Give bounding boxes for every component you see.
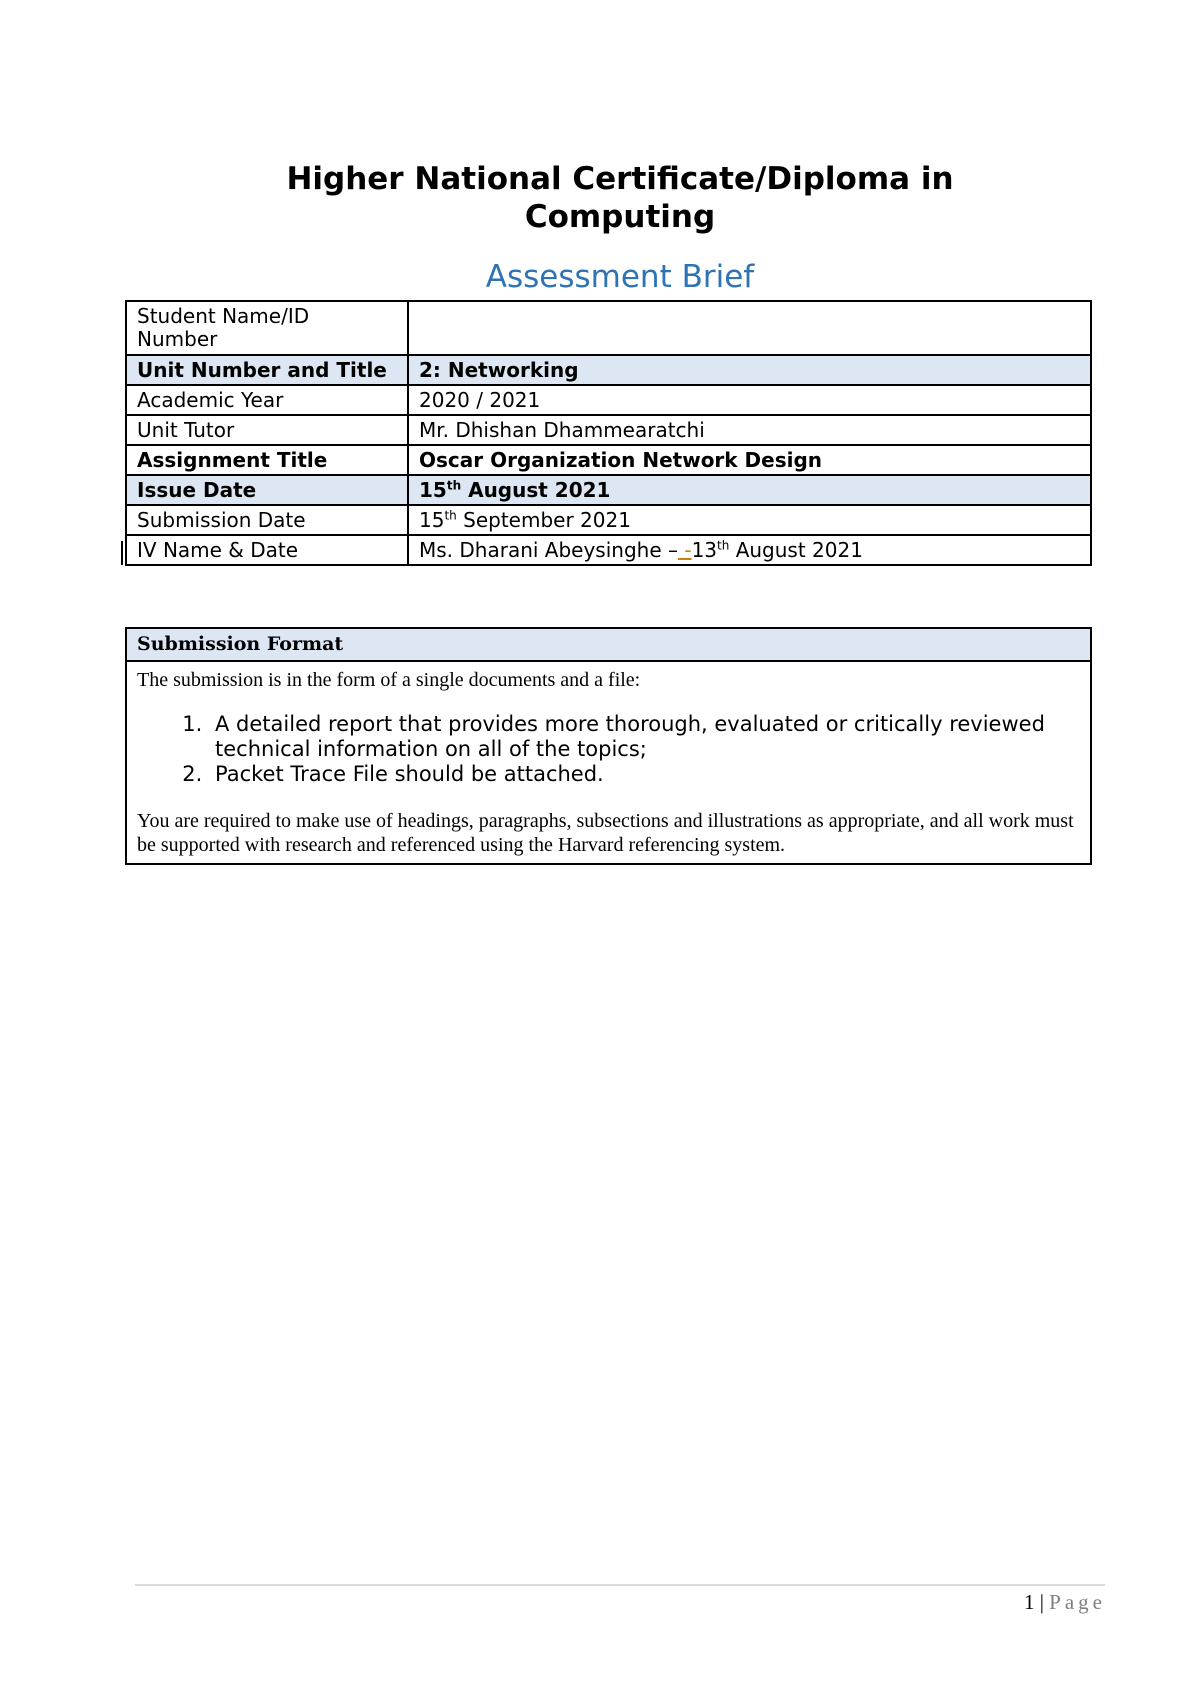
- submission-items-list: [137, 712, 1080, 787]
- submission-format-heading: Submission Format: [127, 629, 1090, 662]
- iv-value: Ms. Dharani Abeysinghe – -13th August 2021: [408, 535, 1091, 565]
- submission-format-body: [127, 662, 1090, 863]
- student-value[interactable]: [408, 301, 1091, 355]
- assessment-info-table: [125, 300, 1092, 566]
- footer-divider: [135, 1584, 1105, 1586]
- issue-date-value: 15th August 2021: [408, 475, 1091, 505]
- iv-label: IV Name & Date: [126, 535, 408, 565]
- page-label: Page: [1049, 1590, 1106, 1614]
- tutor-value: Mr. Dhishan Dhammearatchi: [408, 415, 1091, 445]
- table-row-assignment: [126, 445, 1091, 475]
- submission-format-box: [125, 627, 1092, 865]
- text-cursor: [121, 541, 123, 565]
- title-line-1: Higher National Certificate/Diploma in: [286, 161, 954, 197]
- student-label: Student Name/ID Number: [126, 301, 408, 355]
- academic-year-label: Academic Year: [126, 385, 408, 415]
- submission-outro: You are required to make use of headings, paragraphs, subsections and illustrations as appropriate, and all work must be supported with research and referenced using the Harvard referencing system.: [137, 810, 1074, 856]
- table-row-unit: [126, 355, 1091, 385]
- list-item: 2. Packet Trace File should be attached.: [209, 762, 1080, 787]
- submission-date-label: Submission Date: [126, 505, 408, 535]
- document-title: [0, 160, 1200, 236]
- submission-date-value: 15th September 2021: [408, 505, 1091, 535]
- submission-intro: The submission is in the form of a single documents and a file:: [137, 669, 641, 691]
- table-row-academic-year: [126, 385, 1091, 415]
- table-row-tutor: [126, 415, 1091, 445]
- document-subtitle: Assessment Brief: [485, 259, 755, 295]
- table-row-student: [126, 301, 1091, 355]
- issue-date-label: Issue Date: [126, 475, 408, 505]
- list-item: 1. A detailed report that provides more thorough, evaluated or critically reviewed technical information on all of the topics;: [209, 712, 1080, 762]
- table-row-issue-date: [126, 475, 1091, 505]
- academic-year-value: 2020 / 2021: [408, 385, 1091, 415]
- unit-label: Unit Number and Title: [126, 355, 408, 385]
- tracked-change-mark: -: [678, 537, 692, 562]
- page-footer: 1 | Page: [1023, 1590, 1106, 1614]
- assignment-value: Oscar Organization Network Design: [408, 445, 1091, 475]
- table-row-iv: [126, 535, 1091, 565]
- assignment-label: Assignment Title: [126, 445, 408, 475]
- page-number: 1: [1023, 1590, 1035, 1614]
- unit-value: 2: Networking: [408, 355, 1091, 385]
- tutor-label: Unit Tutor: [126, 415, 408, 445]
- table-row-submission-date: [126, 505, 1091, 535]
- title-line-2: Computing: [524, 199, 716, 235]
